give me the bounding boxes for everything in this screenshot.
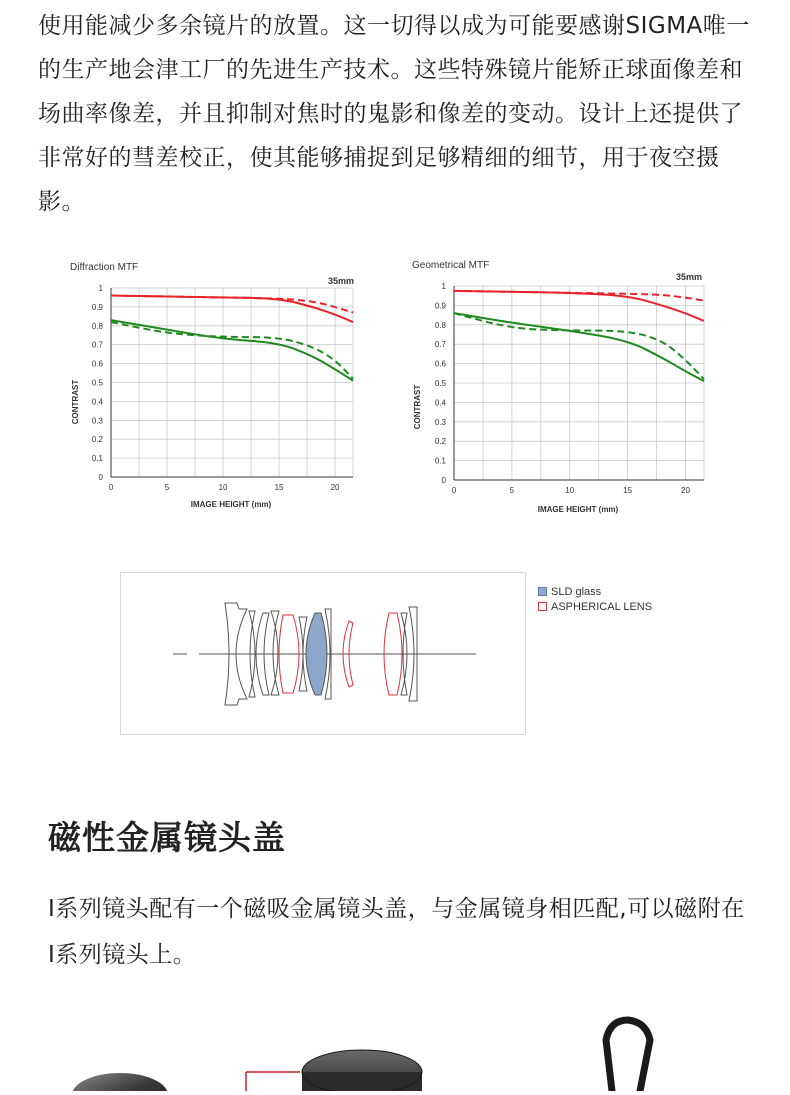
y-tick-label: 0.7	[434, 340, 446, 350]
y-tick-label: 1	[441, 282, 446, 291]
diffraction-mtf-chart	[66, 252, 406, 522]
y-tick-label: 0.4	[434, 398, 446, 408]
legend-aspherical-label: ASPHERICAL LENS	[551, 600, 653, 613]
x-tick-label: 10	[218, 483, 228, 492]
y-tick-label: 0.2	[91, 435, 103, 445]
y-tick-label: 0.7	[91, 340, 103, 350]
mtf-series-red-dashed	[111, 296, 353, 313]
chart-ylabel: CONTRAST	[413, 384, 422, 430]
sld-element	[306, 613, 327, 695]
y-tick-label: 0.8	[91, 321, 103, 331]
legend-sld-label: SLD glass	[551, 585, 602, 598]
y-tick-label: 0.5	[91, 378, 103, 388]
chart-focal-length: 35mm	[328, 276, 355, 286]
y-tick-label: 0.3	[91, 416, 103, 426]
aspherical-swatch	[538, 602, 547, 611]
y-tick-label: 0.9	[91, 302, 103, 312]
chart-xlabel: IMAGE HEIGHT (mm)	[190, 500, 272, 509]
x-tick-label: 15	[623, 486, 633, 495]
y-tick-label: 1	[98, 284, 103, 293]
y-tick-label: 0.8	[434, 320, 446, 330]
y-tick-label: 0.1	[434, 456, 446, 466]
y-tick-label: 0	[441, 476, 446, 485]
legend-aspherical	[538, 599, 652, 614]
x-tick-label: 5	[164, 483, 170, 492]
intro-paragraph: 使用能减少多余镜片的放置。这一切得以成为可能要感谢SIGMA唯一的生产地会津工厂的先进生产技术。这些特殊镜片能矫正球面像差和场曲率像差，并且抑制对焦时的鬼影和像差的变动。设计上还提供了非常好的彗差校正，使其能够捕捉到足够精细的细节，用于夜空摄影。	[38, 13, 750, 215]
y-tick-label: 0.6	[434, 359, 446, 369]
y-tick-label: 0	[98, 473, 103, 482]
y-tick-label: 0.5	[434, 379, 446, 388]
lens-cap-left	[72, 1073, 168, 1091]
mtf-series-green-dashed	[454, 313, 704, 379]
geometrical-mtf-chart	[408, 252, 748, 522]
x-tick-label: 20	[330, 483, 340, 492]
x-tick-label: 20	[681, 486, 690, 495]
lens-element-4	[271, 611, 279, 695]
carabiner-clip	[606, 1020, 650, 1091]
x-tick-label: 15	[274, 483, 284, 492]
mtf-series-green-dashed	[111, 322, 353, 379]
x-tick-label: 10	[565, 486, 575, 495]
chart-xlabel: IMAGE HEIGHT (mm)	[537, 505, 619, 514]
x-tick-label: 0	[108, 483, 114, 492]
chart-title: Diffraction MTF	[70, 262, 139, 273]
y-tick-label: 0.6	[91, 359, 103, 369]
y-tick-label: 0.9	[434, 301, 446, 311]
mtf-series-red-dashed	[454, 291, 704, 301]
y-tick-label: 0.2	[434, 437, 446, 447]
section-body: I系列镜头配有一个磁吸金属镜头盖，与金属镜身相匹配,可以磁附在I系列镜头上。	[48, 896, 745, 968]
chart-title: Geometrical MTF	[412, 260, 490, 271]
lens-construction-diagram	[120, 572, 526, 735]
section-title: 磁性金属镜头盖	[48, 818, 286, 857]
lens-diagram-svg	[121, 573, 527, 736]
sld-swatch	[538, 587, 547, 596]
y-tick-label: 0.1	[91, 454, 103, 464]
x-tick-label: 5	[509, 486, 515, 495]
chart-focal-length: 35mm	[676, 272, 703, 282]
product-svg	[0, 1000, 790, 1091]
legend-sld	[538, 584, 652, 599]
diffraction-mtf-svg	[66, 252, 406, 522]
lens-cap-product-image	[0, 1000, 790, 1091]
chart-ylabel: CONTRAST	[71, 379, 80, 425]
geometrical-mtf-svg	[408, 252, 748, 522]
mtf-series-red-solid	[111, 296, 353, 322]
y-tick-label: 0.3	[434, 417, 446, 427]
y-tick-label: 0.4	[91, 397, 103, 407]
x-tick-label: 0	[451, 486, 457, 495]
lens-legend	[538, 584, 652, 614]
